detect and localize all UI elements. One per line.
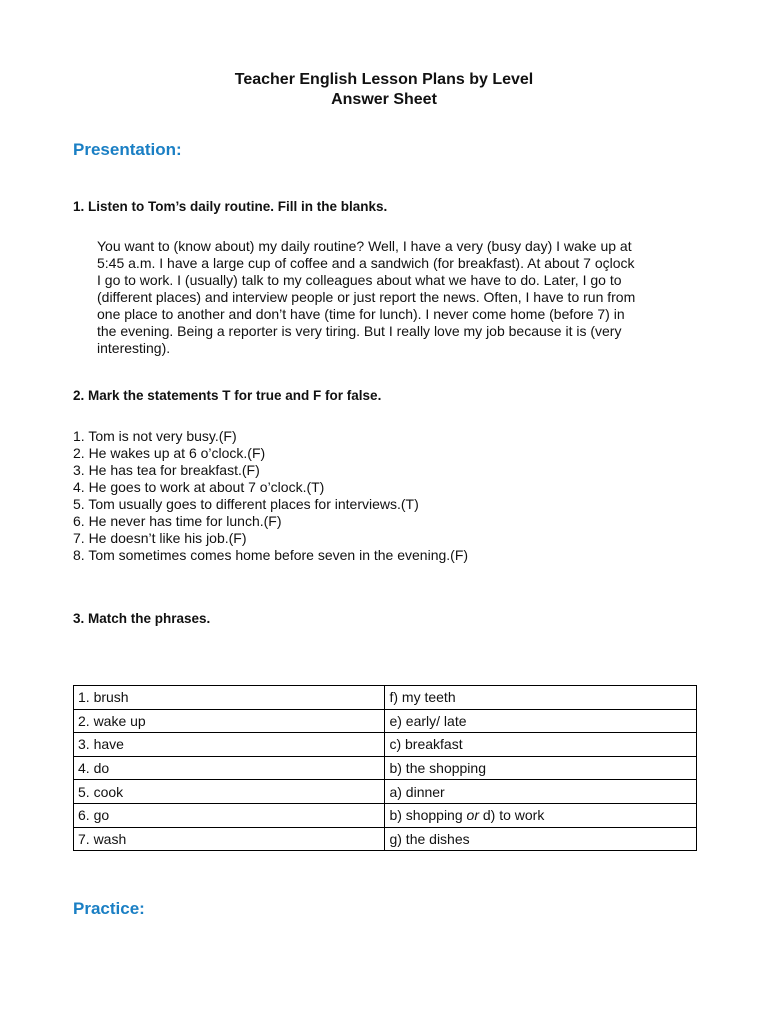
list-item: 6. He never has time for lunch.(F) (73, 513, 282, 529)
table-cell-phrase: 5. cook (74, 780, 385, 804)
table-cell-phrase: 7. wash (74, 827, 385, 851)
table-cell-phrase: 6. go (74, 803, 385, 827)
table-cell-match: g) the dishes (385, 827, 697, 851)
document-title: Teacher English Lesson Plans by Level (234, 71, 534, 88)
list-item: 2. He wakes up at 6 o’clock.(F) (73, 445, 266, 461)
match-text: d) to work (478, 807, 545, 824)
table-row (74, 756, 697, 780)
passage-line: (different places) and interview people or just report the news. Often, I have to run from (97, 289, 636, 305)
question-2-heading: 2. Mark the statements T for true and F for false. (73, 388, 382, 403)
list-item: 4. He goes to work at about 7 o’clock.(T) (73, 479, 325, 495)
table-cell-phrase: 4. do (74, 756, 385, 780)
table-cell-match: b) the shopping (385, 756, 697, 780)
passage-line: 5:45 a.m. I have a large cup of coffee and a sandwich (for breakfast). At about 7 oçlock (97, 255, 635, 271)
table-cell-match: f) my teeth (385, 686, 697, 710)
practice-heading: Practice: (73, 899, 145, 918)
true-false-list (73, 428, 468, 564)
presentation-heading: Presentation: (73, 140, 182, 159)
match-text-italic: or (466, 807, 479, 824)
passage-line: interesting). (97, 340, 171, 356)
list-item: 8. Tom sometimes comes home before seven in the evening.(F) (73, 547, 469, 563)
passage-line: the evening. Being a reporter is very tiring. But I really love my job because it is (very (97, 323, 622, 339)
table-row (74, 803, 697, 827)
table-cell-match: a) dinner (385, 780, 697, 804)
table-row (74, 686, 697, 710)
table-cell-phrase: 3. have (74, 733, 385, 757)
table-cell-match: e) early/ late (385, 709, 697, 733)
document-subtitle: Answer Sheet (331, 91, 437, 108)
passage-line: I go to work. I (usually) talk to my colleagues about what we have to do. Later, I go to (97, 272, 622, 288)
list-item: 7. He doesn’t like his job.(F) (73, 530, 247, 546)
table-row (74, 780, 697, 804)
list-item: 1. Tom is not very busy.(F) (73, 428, 237, 444)
table-cell-match (385, 803, 697, 827)
match-text: b) shopping (389, 807, 467, 824)
table-cell-match: c) breakfast (385, 733, 697, 757)
table-cell-phrase: 2. wake up (74, 709, 385, 733)
daily-routine-passage (97, 238, 702, 357)
list-item: 3. He has tea for breakfast.(F) (73, 462, 260, 478)
question-3-heading: 3. Match the phrases. (73, 611, 211, 626)
table-cell-phrase: 1. brush (74, 686, 385, 710)
passage-line: You want to (know about) my daily routine? Well, I have a very (busy day) I wake up at (97, 238, 632, 254)
table-row (74, 827, 697, 851)
question-1-heading: 1. Listen to Tom’s daily routine. Fill in the blanks. (73, 199, 388, 214)
list-item: 5. Tom usually goes to different places for interviews.(T) (73, 496, 419, 512)
table-row (74, 709, 697, 733)
passage-line: one place to another and don’t have (time for lunch). I never come home (before 7) in (97, 306, 625, 322)
match-phrases-table (73, 685, 697, 851)
table-row (74, 733, 697, 757)
